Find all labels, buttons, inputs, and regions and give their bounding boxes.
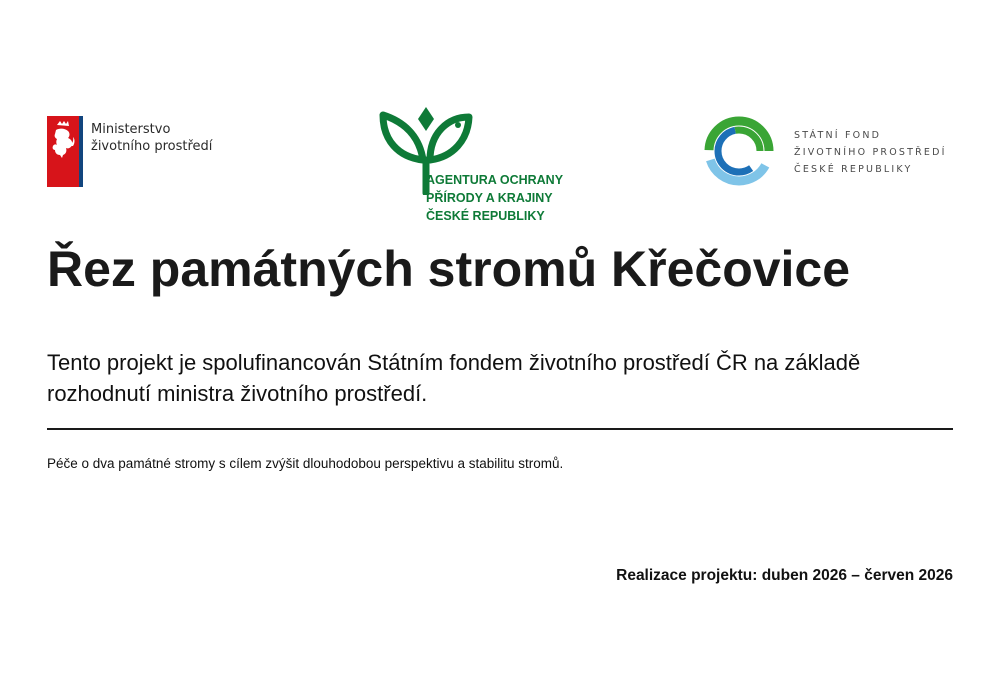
project-description: Péče o dva památné stromy s cílem zvýšit dlouhodobou perspektivu a stabilitu stromů. [47,456,564,471]
ministry-name [91,121,212,155]
fund-logo [704,116,964,188]
project-timeline: Realizace projektu: duben 2026 – červen 2026 [616,567,953,584]
fund-name-line1: STÁTNÍ FOND [794,130,882,141]
ministry-name-line1: Ministerstvo [91,122,171,137]
fund-name-line2: ŽIVOTNÍHO PROSTŘEDÍ [794,147,947,158]
agency-name [426,171,563,225]
agency-logo [378,105,593,225]
fund-name [794,127,947,178]
funding-statement: Tento projekt je spolufinancován Státním fondem životního prostředí ČR na základě rozhodnutí ministra životního prostředí. [47,350,861,406]
fund-name-line3: ČESKÉ REPUBLIKY [794,164,913,175]
divider [47,428,953,430]
agency-name-line3: ČESKÉ REPUBLIKY [426,209,545,223]
agency-name-line1: AGENTURA OCHRANY [426,173,564,187]
ministry-name-line2: životního prostředí [91,139,213,154]
agency-name-line2: PŘÍRODY A KRAJINY [426,191,553,205]
czech-lion-flag-icon [47,116,83,187]
ministry-logo [47,116,247,188]
project-title: Řez památných stromů Křečovice [47,241,851,297]
circular-swirl-icon [704,116,774,186]
